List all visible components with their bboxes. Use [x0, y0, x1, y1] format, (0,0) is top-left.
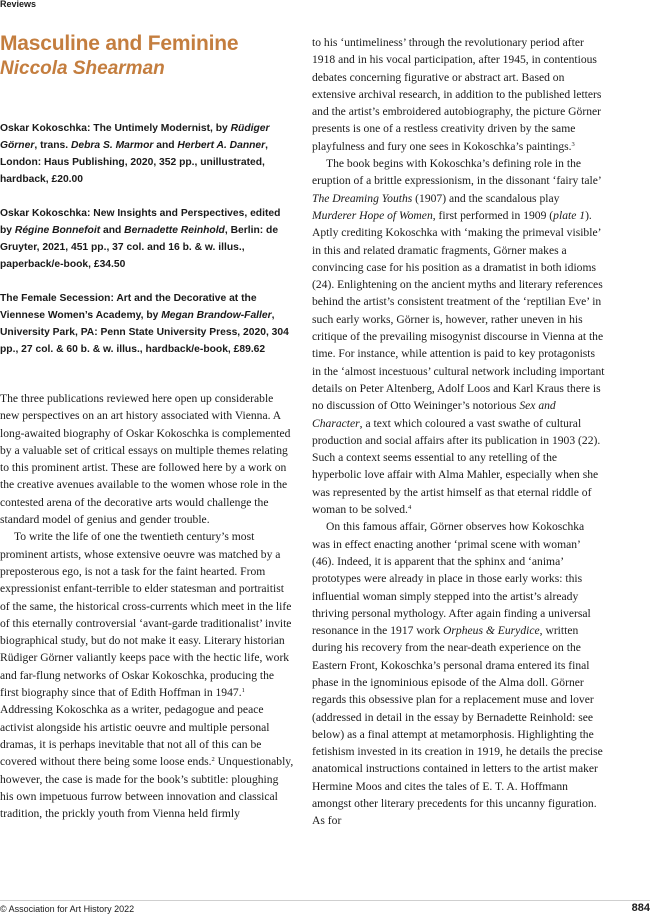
book-person: Debra S. Marmor	[70, 140, 154, 151]
book-entry-kokoschka-essays	[0, 205, 293, 273]
body-paragraph	[312, 518, 605, 829]
work-title: Orpheus & Eurydice	[443, 624, 540, 638]
body-paragraph	[312, 34, 605, 155]
work-title: Sex and Character	[312, 399, 556, 430]
book-entry-kokoschka-biography	[0, 120, 293, 188]
body-text: Unquestionably, however, the case is made for the book’s subtitle: ploughing his own impetuous furrow between innovation and classical tradition, the prickly youth from Vienna held firmly	[0, 755, 294, 821]
book-person: Régine Bonnefoit	[14, 225, 101, 236]
book-person: Herbert A. Danner	[177, 140, 266, 151]
book-text: , trans.	[34, 140, 71, 151]
body-paragraph	[0, 528, 294, 822]
article-title: Masculine and Feminine	[0, 32, 239, 55]
book-text: and	[153, 140, 178, 151]
body-text: Addressing Kokoschka as a writer, pedagogue and peace activist alongside his artistic oeuvre and multiple personal dramas, it is perhaps inevitable that not all of this can be covered without there being some loose ends.	[0, 703, 270, 769]
body-text: , first performed in 1909 (	[432, 208, 554, 222]
article-author: Niccola Shearman	[0, 58, 165, 79]
body-text: On this famous affair, Görner observes how Kokoschka was in effect enacting another ‘primal scene with woman’ (46). Indeed, it is apparent that the sphinx and ‘anima’ prototypes were already in place in those early works: this influential woman simply stepped into the artist’s already thriving personal mythology. After again finding a universal resonance in the 1917 work	[312, 520, 591, 638]
work-title: The Dreaming Youths	[312, 191, 413, 205]
body-text: To write the life of one the twentieth century’s most prominent artists, whose extensive oeuvre was matched by a preposterous ego, is not a task for the faint hearted. From expressionist enfant-terrible to elder statesman and portraitist of the same, the historical cross-currents which meet in the life of this eternally controversial ‘avant-garde traditionalist’ invite biographical study, but do not make it easy. Literary historian Rüdiger Görner valiantly keeps pace with the hectic life, work and far-flung networks of Oskar Kokoschka, producing the first biography since that of Edith Hoffman in 1947.	[0, 530, 292, 700]
section-label: Reviews	[0, 0, 37, 9]
book-text: , Berlin: de Gruyter, 2021, 451 pp., 37 col. and 16 b. & w. illus., paperback/e-book, £34.50	[0, 225, 279, 270]
body-paragraph: The three publications reviewed here open up considerable new perspectives on an art history associated with Vienna. A long-awaited biography of Oskar Kokoschka is complemented by a valuable set of critical essays on multiple themes relating to this prominent artist. These are followed here by a work on the creative avenues available to the women whose role in the contested arena of the decorative arts would challenge the standard model of genius and gender trouble.	[0, 392, 291, 527]
book-text: The Female Secession: Art and the Decorative at the Viennese Women’s Academy, by	[0, 293, 257, 321]
work-title: Murderer Hope of Women	[312, 208, 433, 222]
body-paragraph	[312, 155, 605, 518]
book-entry-female-secession	[0, 290, 293, 358]
body-text: The book begins with Kokoschka’s defining role in the eruption of a brittle expressionism, in the dissonant ‘fairy tale’	[312, 157, 601, 188]
body-text: , written during his recovery from the near-death experience on the Eastern Front, Kokoschka’s personal drama entered its final phase in the ignominious episode of the Alma doll. Görner regards this obsessive plan for a replacement muse and lover (addressed in detail in the essay by Bernadette Reinhold: see below) as a final attempt at metamorphosis. Highlighting the fetishism invested in its creation in 1919, he details the precise anatomical instructions contained in letters to the artist maker Hermine Moos and cites the tales of E. T. A. Hoffmann amongst other literary precedents for this uncanny figuration. As for	[312, 624, 603, 828]
footer-divider	[0, 900, 650, 901]
body-text: ). Aptly crediting Kokoschka with ‘making the primeval visible’ in this and related dramatic fragments, Görner makes a convincing case for his position as a dramatist in both idioms (24). Enlightening on the ancient myths and literary references behind the artist’s consistent treatment of the ‘reptilian Eve’ in such early works, Görner is, however, rather uneven in his critique of the prevailing misogynist discourse in Vienna at the time. For instance, while attention is paid to key protagonists in the ‘almost incestuous’ cultural network including important details on Peter Altenberg, Adolf Loos and Karl Kraus there is no discussion of Otto Weininger’s notorious	[312, 208, 605, 413]
body-text: (1907) and the scandalous play	[412, 191, 560, 205]
page-number: 884	[631, 902, 650, 914]
body-column-left	[0, 390, 294, 822]
book-text: and	[100, 225, 125, 236]
footnote-ref[interactable]: 2	[211, 756, 215, 764]
book-person: Rüdiger Görner	[0, 123, 270, 151]
book-person: Bernadette Reinhold	[124, 225, 225, 236]
footnote-ref[interactable]: 4	[407, 504, 412, 512]
book-text: Oskar Kokoschka: New Insights and Perspectives, edited by	[0, 208, 281, 236]
book-text: , London: Haus Publishing, 2020, 352 pp., unillustrated, hardback, £20.00	[0, 140, 269, 185]
footnote-ref[interactable]: 3	[571, 140, 575, 148]
footnote-ref[interactable]: 1	[241, 687, 245, 695]
body-text: , a text which coloured a vast swathe of cultural production and social affairs after its publication in 1903 (22). Such a context seems essential to any retelling of the hyperbolic love affair with Alma Mahler, especially when she was represented by the artist himself as that eternal riddle of woman to be solved.	[312, 416, 601, 517]
book-person: Megan Brandow-Faller	[161, 310, 272, 321]
body-text: to his ‘untimeliness’ through the revolutionary period after 1918 and in his vocal participation, after 1945, in contentious debates concerning figurative or abstract art. Based on extensive archival research, in addition to the published letters and the artist’s embroidered autobiography, the picture Görner presents is one of a restless creativity driven by the same playfulness and fury one sees in Kokoschka’s paintings.	[312, 36, 602, 153]
reviewed-books-list	[0, 120, 293, 375]
book-text: , University Park, PA: Penn State University Press, 2020, 304 pp., 27 col. & 60 b. & w. illus., hardback/e-book, £89.62	[0, 310, 289, 355]
copyright-notice: © Association for Art History 2022	[0, 904, 135, 914]
body-column-right	[312, 34, 605, 830]
plate-reference[interactable]: plate 1	[553, 208, 586, 222]
book-text: Oskar Kokoschka: The Untimely Modernist, by	[0, 123, 231, 134]
